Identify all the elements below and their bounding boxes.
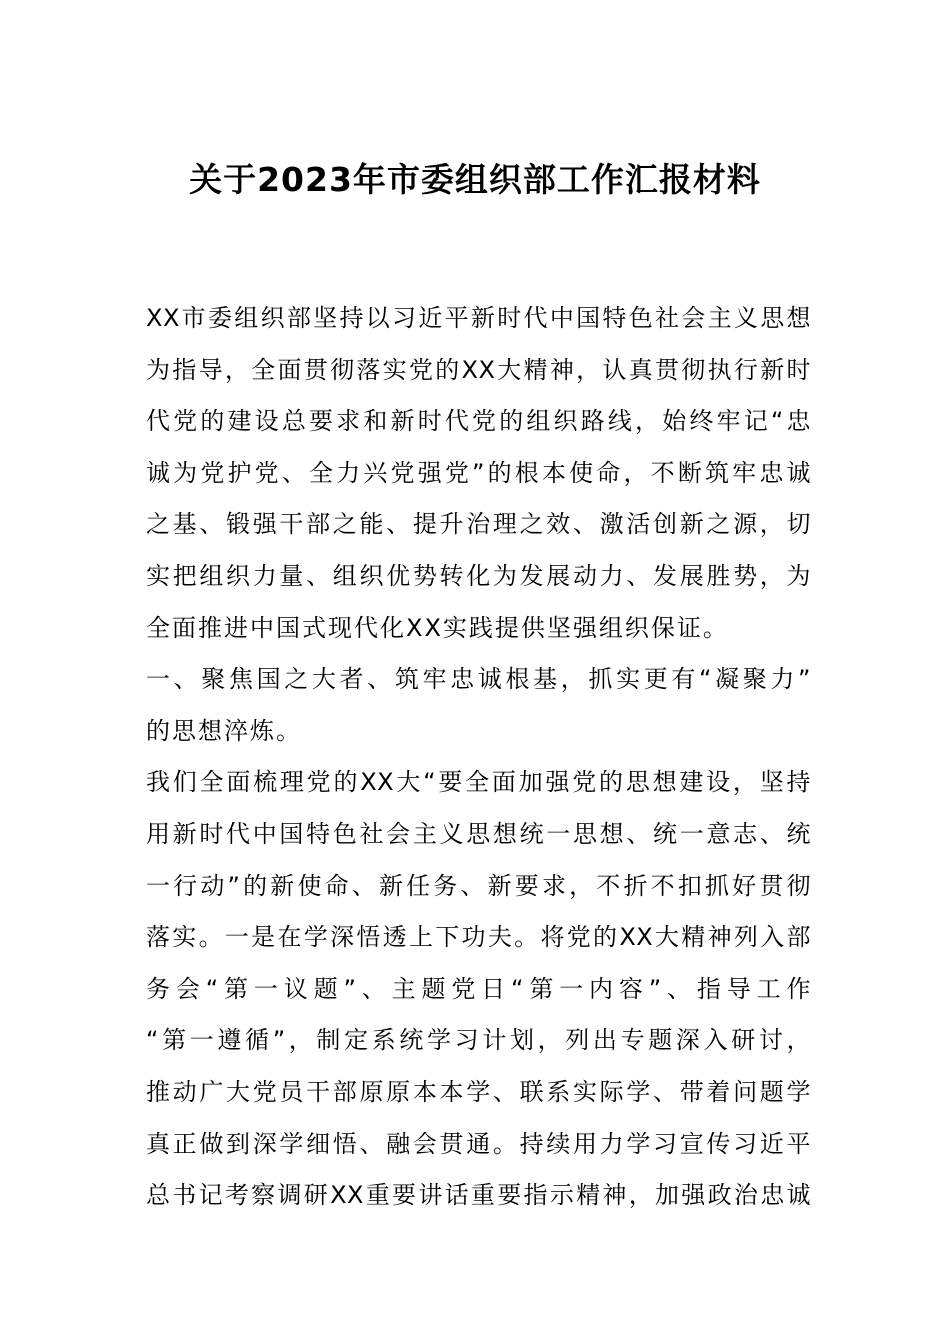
body-line: 实把组织力量、组织优势转化为发展动力、发展胜势，为 xyxy=(146,561,811,590)
body-line: 真正做到深学细悟、融会贯通。持续用力学习宣传习近平 xyxy=(146,1129,811,1158)
body-line: 之基、锻强干部之能、提升治理之效、激活创新之源，切 xyxy=(146,510,811,539)
section-heading-line: 的思想淬炼。 xyxy=(146,716,302,745)
document-body xyxy=(146,293,811,1222)
body-line: “第一遵循”，制定系统学习计划，列出专题深入研讨， xyxy=(146,1026,811,1055)
body-line: 为指导，全面贯彻落实党的XX大精神，认真贯彻执行新时 xyxy=(146,355,811,384)
body-line: 代党的建设总要求和新时代党的组织路线，始终牢记“忠 xyxy=(146,407,811,436)
body-line: 务会“第一议题”、主题党日“第一内容”、指导工作 xyxy=(146,974,811,1003)
body-line: 推动广大党员干部原原本本学、联系实际学、带着问题学 xyxy=(146,1077,811,1106)
body-line: 我们全面梳理党的XX大“要全面加强党的思想建设，坚持 xyxy=(146,768,811,797)
body-line: 全面推进中国式现代化XX实践提供坚强组织保证。 xyxy=(146,613,729,642)
section-heading-line: 一、聚焦国之大者、筑牢忠诚根基，抓实更有“凝聚力” xyxy=(146,665,811,694)
body-line: 总书记考察调研XX重要讲话重要指示精神，加强政治忠诚 xyxy=(146,1181,811,1210)
body-line: 诚为党护党、全力兴党强党”的根本使命，不断筑牢忠诚 xyxy=(146,458,811,487)
body-line: 一行动”的新使命、新任务、新要求，不折不扣抓好贯彻 xyxy=(146,871,811,900)
document-title: 关于2023年市委组织部工作汇报材料 xyxy=(189,160,761,199)
body-line: 落实。一是在学深悟透上下功夫。将党的XX大精神列入部 xyxy=(146,923,811,952)
body-line: XX市委组织部坚持以习近平新时代中国特色社会主义思想 xyxy=(146,304,811,332)
body-line: 用新时代中国特色社会主义思想统一思想、统一意志、统 xyxy=(146,819,811,848)
